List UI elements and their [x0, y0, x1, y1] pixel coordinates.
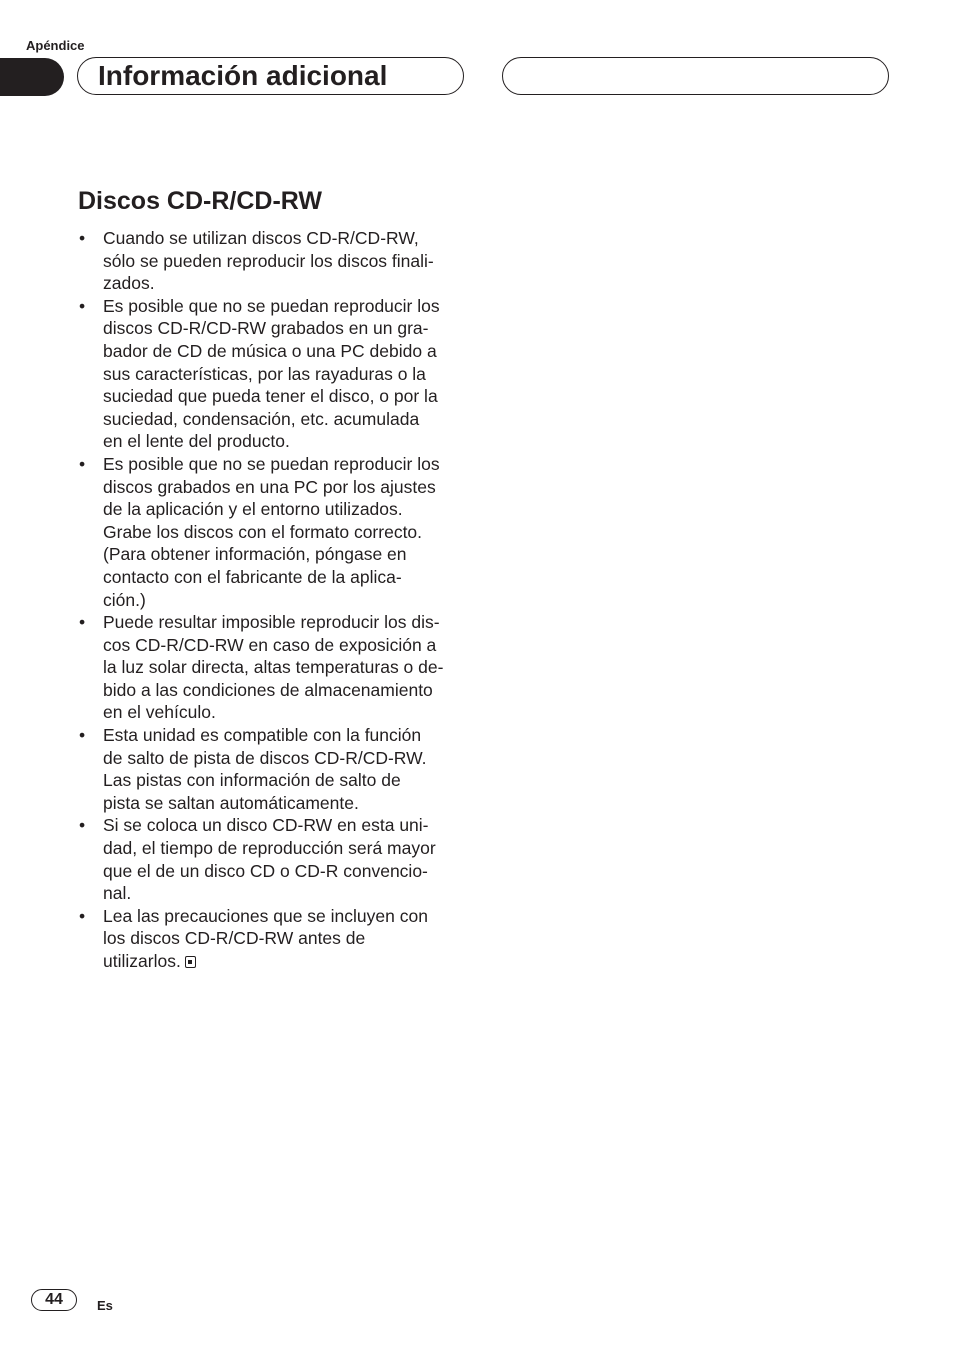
text-line: bador de CD de música o una PC debido a	[103, 340, 437, 361]
text-line: (Para obtener información, póngase en	[103, 544, 407, 565]
chapter-tab-marker	[0, 58, 64, 96]
page-number: 44	[31, 1289, 77, 1311]
text-line: de salto de pista de discos CD-R/CD-RW.	[103, 747, 427, 768]
text-line: sólo se pueden reproducir los discos finali-	[103, 250, 434, 271]
bullet-icon: •	[79, 815, 86, 836]
bullet-icon: •	[79, 612, 86, 633]
text-line: que el de un disco CD o CD-R convencio-	[103, 860, 428, 881]
text-line: la luz solar directa, altas temperaturas o de-	[103, 657, 444, 678]
bullet-icon: •	[79, 905, 86, 926]
text-line: ción.)	[103, 589, 146, 610]
bullet-icon: •	[79, 453, 86, 474]
text-line: en el vehículo.	[103, 702, 216, 723]
text-line: dad, el tiempo de reproducción será mayor	[103, 838, 436, 859]
list-item	[78, 905, 470, 973]
list-item	[78, 227, 470, 295]
list-item	[78, 453, 470, 611]
list-item	[78, 295, 470, 453]
bullet-icon: •	[79, 295, 86, 316]
text-line: zados.	[103, 273, 155, 294]
text-line: Cuando se utilizan discos CD-R/CD-RW,	[103, 228, 419, 248]
text-line: pista se saltan automáticamente.	[103, 792, 359, 813]
text-line: nal.	[103, 883, 132, 904]
bullet-list	[78, 227, 470, 973]
text-line: en el lente del producto.	[103, 431, 290, 452]
right-header-box	[502, 57, 889, 95]
text-line: sus características, por las rayaduras o la	[103, 363, 426, 384]
text-line: contacto con el fabricante de la aplica-	[103, 566, 402, 587]
stop-square-icon	[185, 956, 196, 968]
list-item	[78, 611, 470, 724]
text-line: suciedad, condensación, etc. acumulada	[103, 408, 420, 429]
chapter-title-box	[77, 57, 464, 95]
text-line: suciedad que pueda tener el disco, o por la	[103, 386, 438, 407]
text-line: discos CD-R/CD-RW grabados en un gra-	[103, 318, 429, 339]
text-line: Lea las precauciones que se incluyen con	[103, 905, 428, 926]
list-item	[78, 724, 470, 814]
text-line: de la aplicación y el entorno utilizados.	[103, 499, 403, 520]
text-line: Esta unidad es compatible con la función	[103, 725, 422, 746]
text-line: Si se coloca un disco CD-RW en esta uni-	[103, 815, 429, 836]
text-line: bido a las condiciones de almacenamiento	[103, 679, 433, 700]
text-line: discos grabados en una PC por los ajustes	[103, 476, 436, 497]
text-line: Es posible que no se puedan reproducir los	[103, 453, 440, 474]
chapter-title: Información adicional	[98, 60, 388, 91]
bullet-icon: •	[79, 228, 86, 248]
text-line: los discos CD-R/CD-RW antes de	[103, 928, 366, 949]
language-code: Es	[97, 1298, 113, 1313]
text-line: utilizarlos.	[103, 951, 181, 971]
text-line: Las pistas con información de salto de	[103, 770, 401, 791]
page-title: Discos CD-R/CD-RW	[78, 187, 322, 215]
text-line: Es posible que no se puedan reproducir los	[103, 295, 440, 316]
section-label: Apéndice	[26, 38, 85, 53]
bullet-icon: •	[79, 725, 86, 746]
text-line: Puede resultar imposible reproducir los dis-	[103, 612, 440, 633]
text-line: cos CD-R/CD-RW en caso de exposición a	[103, 634, 437, 655]
text-line: Grabe los discos con el formato correcto.	[103, 521, 423, 542]
list-item	[78, 814, 470, 904]
